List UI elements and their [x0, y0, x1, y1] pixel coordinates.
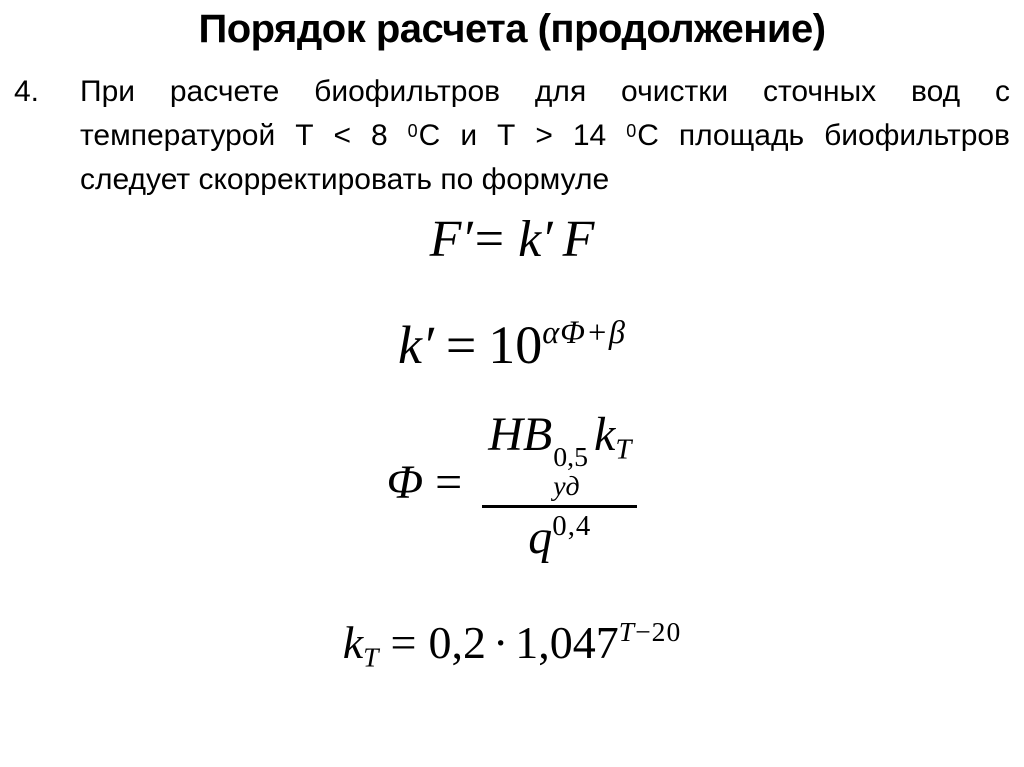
formula4-lhs-subscript: T — [363, 641, 379, 673]
formula-phi-criterion — [0, 409, 1024, 565]
formula3-denominator-base: q — [528, 511, 553, 565]
slide-title: Порядок расчета (продолжение) — [198, 7, 826, 51]
formula3-k-subscript: T — [615, 433, 632, 466]
numbered-item — [0, 52, 1024, 202]
formula4-exponent-constant: −20 — [635, 615, 682, 647]
text-line-2 — [80, 114, 1010, 158]
equals-sign: = — [435, 456, 463, 510]
formula3-denominator-exponent: 0,4 — [552, 510, 592, 543]
text-line-2-part-3: С площадь биофильтров — [637, 119, 1010, 152]
formula1-lhs: F′ — [429, 211, 473, 268]
item-text — [80, 70, 1010, 202]
formula-block — [0, 210, 1024, 673]
text-line-2-part-2: С и Т > 14 — [418, 119, 627, 152]
formula2-lhs: k′ — [398, 314, 434, 375]
text-line-2-part-1: температурой Т < 8 — [80, 119, 408, 152]
fraction — [482, 409, 637, 565]
formula-area-corrected — [0, 210, 1024, 270]
item-number: 4. — [14, 75, 40, 108]
formula3-numerator-base: НВ — [488, 408, 553, 462]
multiplication-dot: · — [492, 616, 509, 668]
formula4-base: 1,047 — [515, 616, 619, 668]
degree-superscript: 0 — [626, 120, 637, 141]
formula-correction-coefficient — [0, 312, 1024, 380]
formula1-coefficient: k′ — [518, 211, 553, 268]
formula1-area: F — [562, 211, 595, 268]
formula3-numerator-exponent: 0,5 — [553, 441, 589, 473]
formula-temperature-coefficient — [0, 613, 1024, 673]
formula3-numerator-subscript: уд — [553, 470, 580, 502]
formula3-k-variable: k — [594, 408, 616, 462]
equals-sign: = — [445, 314, 477, 375]
formula2-base: 10 — [488, 314, 543, 375]
numerator-sup-sub — [553, 443, 588, 501]
fraction-numerator — [482, 409, 637, 505]
formula4-lhs: k — [342, 616, 364, 668]
formula4-exponent-variable: T — [618, 615, 636, 647]
formula4-exponent — [619, 616, 682, 647]
text-line-1: При расчете биофильтров для очистки сточных вод с — [80, 75, 1010, 108]
equals-sign: = — [474, 211, 505, 268]
equals-sign: = — [390, 616, 417, 668]
fraction-denominator — [528, 508, 591, 565]
formula3-lhs: Φ — [386, 456, 424, 510]
degree-superscript: 0 — [407, 120, 418, 141]
formula2-exponent: αΦ+β — [542, 314, 626, 351]
formula4-coefficient: 0,2 — [428, 616, 486, 668]
text-line-3: следует скорректировать по формуле — [80, 163, 610, 196]
